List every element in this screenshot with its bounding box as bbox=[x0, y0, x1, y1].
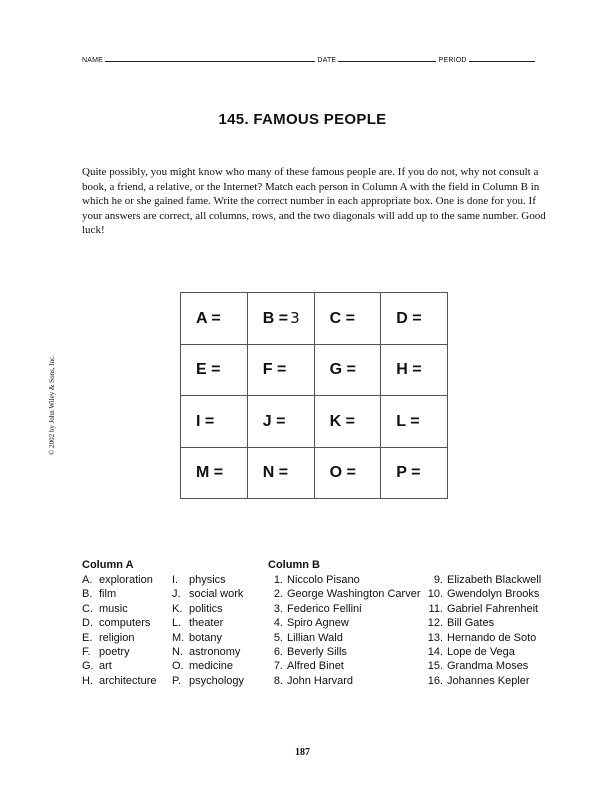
field-item-key: P. bbox=[172, 674, 181, 687]
grid-cell[interactable] bbox=[181, 293, 248, 345]
field-item bbox=[82, 587, 156, 601]
grid-cell-label: J = bbox=[262, 412, 286, 430]
person-item-key: 12. bbox=[427, 617, 443, 630]
date-blank[interactable] bbox=[338, 54, 436, 62]
field-item-key: N. bbox=[172, 645, 183, 658]
grid-row bbox=[181, 344, 448, 396]
column-b-heading: Column B bbox=[268, 559, 320, 571]
name-label: NAME bbox=[82, 57, 104, 64]
grid-cell-label: A = bbox=[196, 309, 221, 327]
grid-cell-label: C = bbox=[329, 309, 355, 327]
person-item-key: 1. bbox=[273, 574, 283, 586]
grid-cell-label: B = bbox=[262, 309, 289, 327]
grid-cell[interactable] bbox=[181, 447, 248, 499]
grid-row bbox=[181, 293, 448, 345]
grid-cell-label: G = bbox=[329, 361, 356, 379]
grid-cell-label: I = bbox=[196, 412, 215, 430]
field-item bbox=[82, 645, 156, 659]
grid-cell[interactable] bbox=[247, 344, 314, 396]
grid-cell-label: L = bbox=[396, 412, 420, 430]
field-item-text: theater bbox=[189, 617, 224, 630]
person-item-key: 6. bbox=[273, 645, 283, 658]
field-item-text: art bbox=[99, 660, 112, 673]
grid-cell-label: D = bbox=[396, 309, 422, 327]
period-blank[interactable] bbox=[469, 54, 535, 62]
person-item bbox=[268, 587, 421, 601]
person-item-text: Lillian Wald bbox=[287, 631, 343, 644]
person-item-text: Niccolo Pisano bbox=[287, 574, 360, 586]
field-item-text: politics bbox=[189, 602, 223, 615]
person-item bbox=[427, 587, 541, 601]
grid-cell-label: E = bbox=[196, 361, 221, 379]
magic-square-grid bbox=[180, 292, 448, 499]
field-item bbox=[82, 616, 156, 630]
grid-cell-label: H = bbox=[396, 361, 422, 379]
field-item-text: computers bbox=[99, 617, 151, 630]
person-item bbox=[427, 602, 541, 616]
person-item bbox=[427, 645, 541, 659]
person-item-text: Gwendolyn Brooks bbox=[447, 588, 540, 601]
field-item-key: K. bbox=[172, 602, 183, 615]
grid-cell[interactable] bbox=[381, 396, 448, 448]
person-item-text: Bill Gates bbox=[447, 617, 495, 630]
grid-cell[interactable] bbox=[247, 396, 314, 448]
person-item-key: 15. bbox=[427, 660, 443, 673]
column-b-list-right bbox=[427, 573, 541, 688]
field-item-text: exploration bbox=[99, 574, 153, 586]
field-item bbox=[172, 645, 244, 659]
person-item bbox=[268, 573, 421, 587]
field-item-key: C. bbox=[82, 602, 93, 615]
grid-cell[interactable] bbox=[181, 396, 248, 448]
field-item bbox=[82, 602, 156, 616]
person-item-text: Spiro Agnew bbox=[287, 617, 349, 630]
column-a-list-left bbox=[82, 573, 156, 688]
field-item-key: F. bbox=[82, 645, 91, 658]
grid-cell-label: F = bbox=[262, 361, 287, 379]
field-item-key: I. bbox=[172, 574, 179, 586]
grid-cell-label: O = bbox=[329, 464, 356, 482]
field-item bbox=[172, 587, 244, 601]
person-item-text: Elizabeth Blackwell bbox=[447, 574, 542, 586]
person-item-key: 13. bbox=[427, 631, 443, 644]
field-item-key: E. bbox=[82, 631, 93, 644]
column-a-list-right bbox=[172, 573, 244, 688]
person-item-key: 4. bbox=[273, 617, 283, 630]
page-number: 187 bbox=[295, 747, 310, 758]
person-item-key: 8. bbox=[273, 674, 283, 687]
column-a-heading: Column A bbox=[82, 559, 134, 571]
person-item bbox=[427, 674, 541, 688]
field-item-key: G. bbox=[82, 660, 94, 673]
field-item-text: astronomy bbox=[189, 645, 241, 658]
field-item-text: botany bbox=[189, 631, 223, 644]
field-item bbox=[172, 674, 244, 688]
field-item-text: social work bbox=[189, 588, 244, 601]
grid-cell-answer[interactable]: 3 bbox=[290, 308, 300, 327]
name-blank[interactable] bbox=[105, 54, 315, 62]
grid-cell[interactable] bbox=[247, 293, 314, 345]
field-item-key: J. bbox=[172, 588, 181, 601]
person-item-key: 9. bbox=[433, 574, 443, 586]
grid-cell-label: N = bbox=[262, 464, 289, 482]
column-b-list-left bbox=[268, 573, 421, 688]
grid-cell[interactable] bbox=[247, 447, 314, 499]
person-item-key: 14. bbox=[427, 645, 443, 658]
person-item-key: 2. bbox=[273, 588, 283, 601]
field-item-key: H. bbox=[82, 674, 93, 687]
person-item-key: 3. bbox=[273, 602, 283, 615]
field-item-key: L. bbox=[172, 617, 182, 630]
person-item bbox=[268, 674, 421, 688]
field-item bbox=[172, 616, 244, 630]
person-item bbox=[268, 616, 421, 630]
grid-cell[interactable] bbox=[314, 293, 381, 345]
field-item bbox=[172, 573, 244, 587]
date-label: DATE bbox=[317, 57, 337, 64]
person-item-key: 11. bbox=[428, 602, 443, 615]
person-item-text: Lope de Vega bbox=[447, 645, 515, 658]
person-item bbox=[268, 645, 421, 659]
field-item-key: O. bbox=[172, 660, 184, 673]
person-item-key: 7. bbox=[273, 660, 283, 673]
field-item bbox=[82, 573, 156, 587]
field-item bbox=[82, 674, 156, 688]
person-item-text: John Harvard bbox=[287, 674, 354, 687]
field-item-text: religion bbox=[99, 631, 135, 644]
page-title: 145. FAMOUS PEOPLE bbox=[218, 111, 387, 128]
person-item bbox=[427, 659, 541, 673]
grid-cell[interactable] bbox=[381, 293, 448, 345]
person-item-text: Hernando de Soto bbox=[447, 631, 537, 644]
grid-cell[interactable] bbox=[181, 344, 248, 396]
person-item-key: 5. bbox=[273, 631, 283, 644]
field-item bbox=[82, 631, 156, 645]
grid-cell-label: P = bbox=[396, 464, 421, 482]
grid-cell[interactable] bbox=[381, 447, 448, 499]
field-item-text: physics bbox=[189, 574, 226, 586]
worksheet-header bbox=[82, 54, 550, 64]
person-item-text: Federico Fellini bbox=[287, 602, 362, 615]
person-item bbox=[427, 631, 541, 645]
person-item bbox=[427, 616, 541, 630]
grid-row bbox=[181, 447, 448, 499]
grid-cell[interactable] bbox=[314, 447, 381, 499]
instructions-paragraph: Quite possibly, you might know who many of these famous people are. If you do not, why not consult a book, a friend, a relative, or the Internet? Match each person in Column A with the field in Column B in which he or she gained fame. Write the correct number in each appropriate box. One is done for you. If your answers are correct, all columns, rows, and the two diagonals will add up to the same number. Good luck! bbox=[82, 166, 546, 236]
field-item-text: music bbox=[99, 602, 128, 615]
grid-row bbox=[181, 396, 448, 448]
field-item-text: medicine bbox=[189, 660, 234, 673]
person-item-key: 10. bbox=[427, 588, 443, 601]
grid-cell[interactable] bbox=[314, 396, 381, 448]
copyright-notice: © 2002 by John Wiley & Sons, Inc. bbox=[48, 355, 56, 455]
field-item bbox=[172, 631, 244, 645]
grid-cell[interactable] bbox=[381, 344, 448, 396]
field-item-key: B. bbox=[82, 588, 93, 601]
field-item bbox=[172, 659, 244, 673]
person-item bbox=[268, 631, 421, 645]
person-item-text: George Washington Carver bbox=[287, 588, 421, 601]
period-label: PERIOD bbox=[438, 57, 467, 64]
grid-cell-label: K = bbox=[329, 412, 355, 430]
field-item bbox=[172, 602, 244, 616]
person-item bbox=[268, 602, 421, 616]
person-item-text: Beverly Sills bbox=[287, 645, 347, 658]
field-item-text: film bbox=[99, 588, 117, 601]
field-item bbox=[82, 659, 156, 673]
field-item-text: poetry bbox=[99, 645, 130, 658]
person-item-text: Alfred Binet bbox=[287, 660, 344, 673]
person-item bbox=[268, 659, 421, 673]
person-item-key: 16. bbox=[427, 674, 443, 687]
person-item-text: Grandma Moses bbox=[447, 660, 529, 673]
field-item-key: A. bbox=[82, 574, 93, 586]
grid-cell[interactable] bbox=[314, 344, 381, 396]
person-item-text: Johannes Kepler bbox=[447, 674, 530, 687]
person-item-text: Gabriel Fahrenheit bbox=[447, 602, 539, 615]
field-item-text: architecture bbox=[99, 674, 157, 687]
person-item bbox=[427, 573, 541, 587]
field-item-key: M. bbox=[172, 631, 185, 644]
field-item-key: D. bbox=[82, 617, 93, 630]
grid-cell-label: M = bbox=[196, 464, 224, 482]
field-item-text: psychology bbox=[189, 674, 245, 687]
